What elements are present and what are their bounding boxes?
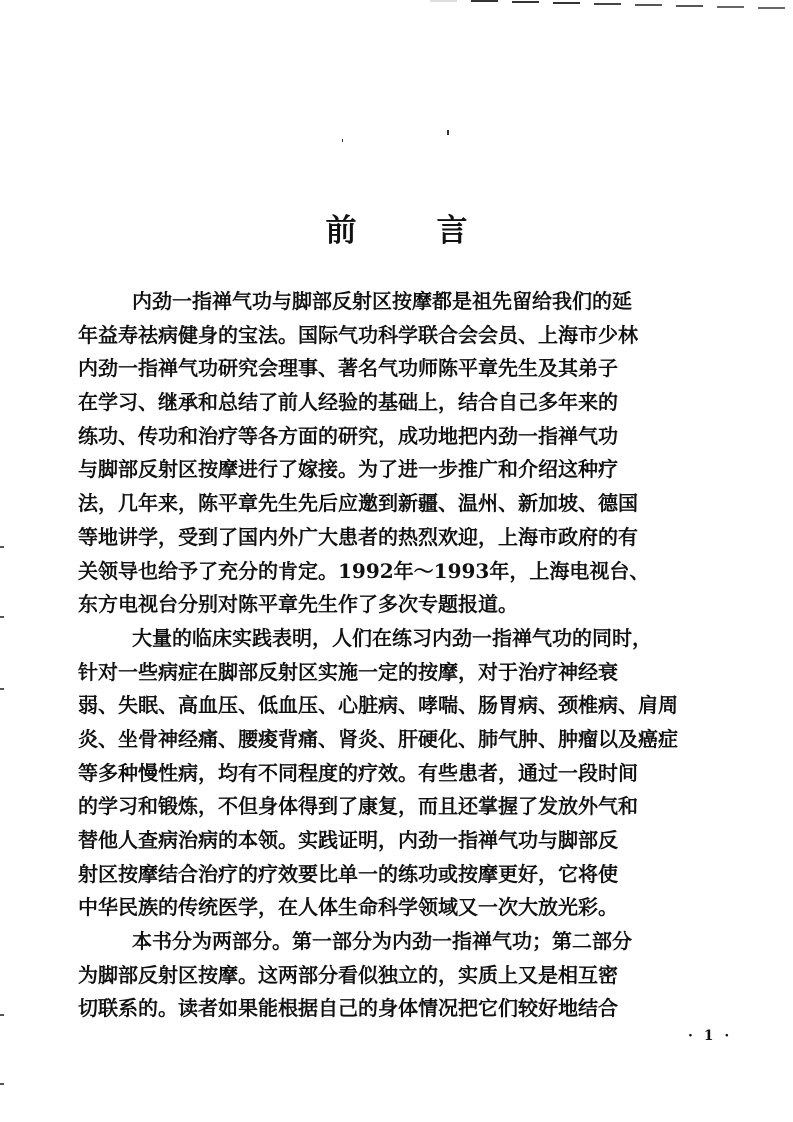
margin-mark xyxy=(0,616,4,618)
text-line: 等多种慢性病，均有不同程度的疗效。有些患者，通过一段时间 xyxy=(78,760,638,785)
text-line: 为脚部反射区按摩。这两部分看似独立的，实质上又是相互密 xyxy=(78,962,618,987)
text-line: 关领导也给予了充分的肯定。1992年～1993年，上海电视台、 xyxy=(78,558,650,583)
scan-top-dashes xyxy=(430,0,785,9)
text-line: 弱、失眠、高血压、低血压、心脏病、哮喘、肠胃病、颈椎病、肩周 xyxy=(78,693,678,718)
text-line: 内劲一指禅气功与脚部反射区按摩都是祖先留给我们的延 xyxy=(132,289,632,313)
page-title xyxy=(0,205,793,250)
text-line: 本书分为两部分。第一部分为内劲一指禅气功；第二部分 xyxy=(132,929,632,954)
text-line: 大量的临床实践表明，人们在练习内劲一指禅气功的同时， xyxy=(132,625,652,650)
text-line: 针对一些病症在脚部反射区实施一定的按摩，对于治疗神经衰 xyxy=(78,659,618,684)
text-line: 切联系的。读者如果能根据自己的身体情况把它们较好地结合 xyxy=(78,996,618,1021)
page-number: · 1 · xyxy=(688,1028,733,1044)
text-line: 年益寿祛病健身的宝法。国际气功科学联合会会员、上海市少林 xyxy=(78,322,638,347)
text-line: 内劲一指禅气功研究会理事、著名气功师陈平章先生及其弟子 xyxy=(78,356,618,381)
text-line: 东方电视台分别对陈平章先生作了多次专题报道。 xyxy=(78,592,518,617)
scan-speck xyxy=(342,139,343,142)
margin-mark xyxy=(0,688,4,690)
scan-speck xyxy=(447,130,449,135)
text-line: 替他人查病治病的本领。实践证明，内劲一指禅气功与脚部反 xyxy=(78,828,618,852)
text-line: 中华民族的传统医学，在人体生命科学领域又一次大放光彩。 xyxy=(78,895,618,920)
margin-mark xyxy=(0,1014,4,1016)
body-text xyxy=(78,285,738,1026)
margin-mark xyxy=(0,546,4,548)
text-line: 的学习和锻炼，不但身体得到了康复，而且还掌握了发放外气和 xyxy=(78,794,638,819)
margin-mark xyxy=(0,1083,4,1085)
title-char: 前 xyxy=(325,213,357,249)
text-line: 练功、传功和治疗等各方面的研究，成功地把内劲一指禅气功 xyxy=(78,423,618,448)
text-line: 射区按摩结合治疗的疗效要比单一的练功或按摩更好，它将使 xyxy=(78,861,618,886)
text-line: 等地讲学，受到了国内外广大患者的热烈欢迎，上海市政府的有 xyxy=(78,524,638,549)
text-line: 炎、坐骨神经痛、腰痠背痛、肾炎、肝硬化、肺气肿、肿瘤以及癌症 xyxy=(78,726,678,751)
title-char: 言 xyxy=(436,213,468,249)
text-line: 与脚部反射区按摩进行了嫁接。为了进一步推广和介绍这种疗 xyxy=(78,457,618,482)
text-line: 在学习、继承和总结了前人经验的基础上，结合自己多年来的 xyxy=(78,390,618,415)
text-line: 法，几年来，陈平章先生先后应邀到新疆、温州、新加坡、德国 xyxy=(78,491,638,516)
